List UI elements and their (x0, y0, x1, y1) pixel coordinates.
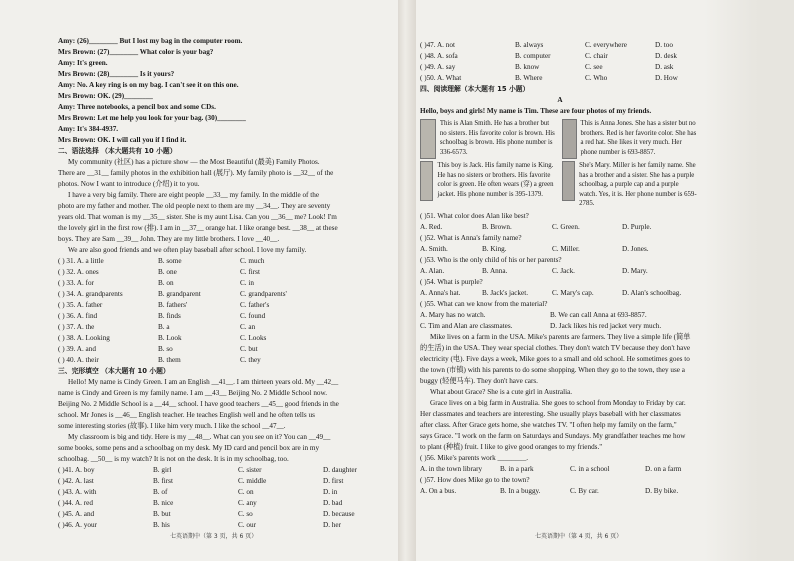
option[interactable]: D. By bike. (645, 486, 679, 495)
section-2-options (58, 256, 393, 366)
questions-a (420, 211, 700, 332)
option[interactable]: C. found (240, 312, 266, 320)
option-row (58, 520, 393, 531)
option-row (58, 322, 393, 333)
dialogue-line: Amy: It's 384-4937. (58, 125, 119, 133)
passage-line: schoolbag. __50__ is my watch? It is not on the desk. It is in my schoolbag, too. (58, 455, 289, 463)
option[interactable]: C. any (238, 499, 257, 507)
option[interactable]: ( ) 37. A. the (58, 323, 95, 331)
option[interactable]: ( ) 32. A. ones (58, 268, 99, 276)
option[interactable]: ( ) 31. A. a little (58, 257, 104, 265)
section-2-title: 二、语法选择 （本大题共有 10 小题） (58, 147, 177, 155)
dialogue-top (58, 36, 393, 146)
option-row (58, 344, 393, 355)
option-row (58, 300, 393, 311)
passage-line: says Grace. "I work on the farm on Saturdays and Sundays. My grandfather teaches me how (420, 431, 686, 440)
option[interactable]: ( ) 38. A. Looking (58, 334, 110, 342)
option[interactable]: C. sister (238, 466, 262, 474)
option[interactable]: C. father's (240, 301, 270, 309)
option-row (420, 40, 700, 51)
friend-card-mary (562, 161, 698, 209)
question-text: ( )57. How does Mike go to the town? (420, 475, 530, 484)
option[interactable]: A. Mary has no watch. (420, 310, 486, 319)
option[interactable]: C. Tim and Alan are classmates. (420, 321, 513, 330)
photo-row (420, 161, 700, 209)
option-row (420, 244, 700, 255)
option[interactable]: D. her (323, 521, 341, 529)
option[interactable]: ( )47. A. not (420, 41, 455, 49)
option[interactable]: B. nice (153, 499, 174, 507)
option[interactable]: D. bad (323, 499, 343, 507)
option[interactable]: C. Miller. (552, 244, 580, 253)
option[interactable]: B. one (158, 268, 177, 276)
dialogue-line: Amy: No. A key ring is on my bag. I can't see it on this one. (58, 81, 239, 89)
passage-line: My community (社区) has a picture show — the Most Beautiful (最美) Family Photos. (68, 158, 320, 166)
option[interactable]: D. on a farm (645, 464, 682, 473)
passage-line: Beijing No. 2 Middle School is a __44__ school. I have good teachers __45__ good friends in the (58, 400, 339, 408)
option[interactable]: C. everywhere (585, 41, 627, 49)
left-page (58, 36, 393, 531)
option[interactable]: B. fathers' (158, 301, 188, 309)
option[interactable]: B. them (158, 356, 181, 364)
friend-card-text: This is Anna Jones. She has a sister but no brothers. Red is her favorite color. She has a red hat. She likes it very much. Her phone number is 693-8857. (580, 120, 697, 156)
option[interactable]: D. How (655, 74, 678, 82)
dialogue-line: Mrs Brown: (28)________ Is it yours? (58, 70, 175, 78)
friend-photo (420, 161, 433, 201)
question-text: ( )56. Mike's parents work ________. (420, 453, 529, 462)
question-54 (420, 277, 700, 299)
option-row (58, 267, 393, 278)
option-row (420, 51, 700, 62)
option[interactable]: B. first (153, 477, 173, 485)
option-row (420, 464, 700, 475)
question-text: ( )52. What is Anna's family name? (420, 233, 522, 242)
option[interactable]: C. first (240, 268, 260, 276)
option[interactable]: B. but (153, 510, 171, 518)
option[interactable]: C. they (240, 356, 261, 364)
option[interactable]: C. in (240, 279, 254, 287)
option-row (58, 509, 393, 520)
option[interactable]: C. middle (238, 477, 267, 485)
option[interactable]: D. in (323, 488, 338, 496)
question-text: ( )54. What is purple? (420, 277, 483, 286)
passage-line: There are __31__ family photos in the exhibition hall (展厅). My family photo is __32__ of the (58, 169, 334, 177)
option[interactable]: C. grandparents' (240, 290, 287, 298)
option[interactable]: ( )48. A. sofa (420, 52, 458, 60)
option-row (420, 288, 700, 299)
option[interactable]: D. Jack likes his red jacket very much. (550, 321, 662, 330)
option-row (58, 355, 393, 366)
passage-line: Her classmates and teachers are interesting. She usually plays baseball with her classmates (420, 409, 681, 418)
option-row (420, 486, 700, 497)
option[interactable]: B. Look (158, 334, 182, 342)
passage-line: I have a very big family. There are eight people __33__ my family. In the middle of the (68, 191, 320, 199)
dialogue-line: Amy: It's green. (58, 59, 108, 67)
option[interactable]: C. see (585, 63, 603, 71)
right-page-footer: 七英语期中（第 4 页，共 6 页） (535, 533, 623, 540)
section-3-options (58, 465, 393, 531)
question-57 (420, 475, 700, 497)
friend-photo (420, 119, 436, 159)
option-row (420, 310, 700, 332)
dialogue-line: Amy: (26)________ But I lost my bag in the computer room. (58, 37, 243, 45)
option[interactable]: A. Alan. (420, 266, 445, 275)
option[interactable]: ( )46. A. your (58, 521, 97, 529)
left-page-footer: 七英语期中（第 3 页，共 6 页） (170, 533, 258, 540)
friend-card-jack (420, 161, 556, 209)
passage-line: My classroom is big and tidy. Here is my __48__. What can you see on it? You can __49__ (68, 433, 331, 441)
option-row (420, 73, 700, 84)
option[interactable]: ( )50. A. What (420, 74, 462, 82)
section-4-title: 四、阅读理解（本大题有 15 小题） (420, 85, 530, 93)
passage-line: years old. That woman is my __35__ sister. She is my aunt Lisa. Can you __36__ me? Look! I'm (58, 213, 337, 221)
option-row (420, 62, 700, 73)
option-row (58, 498, 393, 509)
passage-line: school. Mr Jones is __46__ English teacher. He teaches English well and he often tells us (58, 411, 315, 419)
option[interactable]: C. in a school (570, 464, 610, 473)
passage-line: to plant (种植) fruit. I like to give good oranges to my friends." (420, 442, 603, 451)
option[interactable]: C. much (240, 257, 265, 265)
option[interactable]: B. computer (515, 52, 551, 60)
option[interactable]: B. some (158, 257, 182, 265)
option[interactable]: C. Looks (240, 334, 267, 342)
option[interactable]: B. Where (515, 74, 543, 82)
option[interactable]: B. Brown. (482, 222, 512, 231)
option[interactable]: C. but (240, 345, 258, 353)
option[interactable]: B. grandparent (158, 290, 201, 298)
passage-line: Grace lives on a big farm in Australia. She goes to school from Monday to Friday by car. (430, 398, 686, 407)
dialogue-line: Amy: Three notebooks, a pencil box and some CDs. (58, 103, 216, 111)
friend-card-text: She's Mary. Miller is her family name. She has a brother and a sister. She has a purple schoolbag, a purple cap and a purple watch. Yes, it is. Her phone number is 659-2785. (579, 162, 697, 207)
option-row (58, 476, 393, 487)
passage-line: We are also good friends and we often play baseball after school. I love my family. (68, 246, 307, 254)
passage-a-intro: Hello, boys and girls! My name is Tim. These are four photos of my friends. (420, 107, 652, 115)
option[interactable]: B. We can call Anna at 693-8857. (550, 310, 647, 319)
option[interactable]: ( ) 33. A. for (58, 279, 94, 287)
option[interactable]: D. first (323, 477, 344, 485)
option[interactable]: C. Who (585, 74, 608, 82)
option[interactable]: A. On a bus. (420, 486, 457, 495)
option[interactable]: C. on (238, 488, 254, 496)
passage-line: What about Grace? She is a cute girl in Australia. (430, 387, 573, 396)
option-row (58, 311, 393, 322)
friend-card-anna (562, 119, 698, 159)
option[interactable]: D. Alan's schoolbag. (622, 288, 682, 297)
option[interactable]: D. Mary. (622, 266, 648, 275)
option[interactable]: C. By car. (570, 486, 599, 495)
friend-card-text: This is Alan Smith. He has a brother but no sisters. His favorite color is brown. His schoolbag is brown. His phone number is 336-6573. (439, 120, 555, 156)
option-row (58, 256, 393, 267)
question-56 (420, 453, 700, 475)
friend-card-alan (420, 119, 556, 159)
option[interactable]: B. his (153, 521, 170, 529)
photo-row (420, 119, 700, 159)
option[interactable]: A. in the town library (420, 464, 483, 473)
question-55 (420, 299, 700, 332)
question-53 (420, 255, 700, 277)
option[interactable]: C. so (238, 510, 253, 518)
option[interactable]: ( ) 36. A. find (58, 312, 98, 320)
option[interactable]: ( )45. A. and (58, 510, 95, 518)
option-row (58, 333, 393, 344)
dialogue-line: Mrs Brown: (27)________ What color is your bag? (58, 48, 214, 56)
passage-line: some books, some pens and a schoolbag on my desk. My ID card and pencil box are in my (58, 444, 320, 452)
option[interactable]: B. on (158, 279, 174, 287)
option[interactable]: C. Green. (552, 222, 580, 231)
dialogue-line: Mrs Brown: OK. I will call you if I find it. (58, 136, 187, 144)
option[interactable]: B. finds (158, 312, 181, 320)
passage-line: Mike lives on a farm in the USA. Mike's parents are farmers. They live a simple life (简单 (430, 332, 691, 341)
option[interactable]: ( ) 40. A. their (58, 356, 99, 364)
option-row (420, 266, 700, 277)
option[interactable]: ( )49. A. say (420, 63, 456, 71)
option[interactable]: D. ask (655, 63, 674, 71)
option[interactable]: B. In a buggy. (500, 486, 541, 495)
option[interactable]: B. of (153, 488, 168, 496)
option[interactable]: A. Red. (420, 222, 443, 231)
dialogue-line: Mrs Brown: OK. (29)________ (58, 92, 153, 100)
option[interactable]: B. always (515, 41, 544, 49)
question-text: ( )51. What color does Alan like best? (420, 211, 529, 220)
option[interactable]: ( ) 35. A. father (58, 301, 103, 309)
passage-a-label: A (557, 96, 563, 104)
option[interactable]: C. our (238, 521, 256, 529)
option[interactable]: D. daughter (323, 466, 357, 474)
passage-line: name is Cindy and Green is my family name. I am __43__ Beijing No. 2 Middle School now. (58, 389, 328, 397)
option-row (58, 289, 393, 300)
passage-line: some interesting stories (故事). I like him very much. I like the school __47__. (58, 422, 286, 430)
passage-line: photo are my father and mother. The old people next to them are my __34__. They are seventy (58, 202, 331, 210)
dialogue-line: Mrs Brown: Let me help you look for your bag. (30)________ (58, 114, 246, 122)
option[interactable]: C. chair (585, 52, 608, 60)
option-row (58, 487, 393, 498)
question-52 (420, 233, 700, 255)
passage-line: photos. Now I want to introduce (介绍) it to you. (58, 180, 200, 188)
option[interactable]: D. Purple. (622, 222, 652, 231)
passage-line: after class. After Grace gets home, she watches TV. "I often help my family on the farm," (420, 420, 677, 429)
option[interactable]: C. Mary's cap. (552, 288, 594, 297)
option[interactable]: ( ) 34. A. grandparents (58, 290, 123, 298)
passage-line: 的生活) in the USA. They wear special clothes. They don't watch TV because they don't have (420, 343, 691, 352)
option[interactable]: ( )43. A. with (58, 488, 97, 496)
option[interactable]: B. a (158, 323, 170, 331)
passage-line: electricity (电). Five days a week, Mike goes to a small and old school. He sometimes goes to (420, 354, 690, 363)
option[interactable]: B. know (515, 63, 540, 71)
friend-photo (562, 119, 577, 159)
option-row (58, 465, 393, 476)
passage-b (420, 332, 700, 453)
option[interactable]: D. because (323, 510, 355, 518)
option[interactable]: ( )44. A. red (58, 499, 93, 507)
option[interactable]: D. too (655, 41, 673, 49)
option-row (420, 222, 700, 233)
passage-line: buggy (轻便马车). They don't have cars. (420, 376, 538, 385)
option[interactable]: B. girl (153, 466, 172, 474)
friend-card-text: This boy is Jack. His family name is King. He has no sisters or brothers. His favorite color is green. He often wears (穿) a green jacket. His phone number is 395-1379. (437, 162, 554, 198)
friend-photo (562, 161, 575, 201)
option[interactable]: B. Jack's jacket. (482, 288, 529, 297)
option[interactable]: ( )41. A. boy (58, 466, 95, 474)
option[interactable]: ( )42. A. last (58, 477, 94, 485)
question-text: ( )53. Who is the only child of his or her parents? (420, 255, 562, 264)
section-2-passage (58, 157, 393, 256)
option[interactable]: B. Anna. (482, 266, 508, 275)
right-page (420, 40, 700, 497)
section-3-title: 三、完形填空 （本大题有 10 小题） (58, 367, 170, 375)
option[interactable]: B. King. (482, 244, 507, 253)
page-edge (704, 0, 794, 561)
top-options (420, 40, 700, 84)
question-51 (420, 211, 700, 233)
option[interactable]: C. an (240, 323, 256, 331)
passage-line: Hello! My name is Cindy Green. I am an English __41__. I am thirteen years old. My __42__ (68, 378, 339, 386)
section-3-passage (58, 377, 393, 465)
option-row (58, 278, 393, 289)
question-text: ( )55. What can we know from the material? (420, 299, 548, 308)
option[interactable]: A. Anna's hat. (420, 288, 461, 297)
passage-line: the lovely girl in the first row (排). I am in __37__ orange hat. I like orange best. __38__ at these (58, 224, 338, 232)
option[interactable]: D. desk (655, 52, 677, 60)
passage-line: boys. They are Sam __39__ John. They are my little brothers. I love __40__. (58, 235, 280, 243)
passage-line: the town (市镇) with his parents to do some shopping. When they go to the town, they use a (420, 365, 685, 374)
option[interactable]: D. Jones. (622, 244, 649, 253)
option[interactable]: B. so (158, 345, 173, 353)
option[interactable]: B. in a park (500, 464, 534, 473)
option[interactable]: C. Jack. (552, 266, 575, 275)
option[interactable]: ( ) 39. A. and (58, 345, 96, 353)
option[interactable]: A. Smith. (420, 244, 448, 253)
